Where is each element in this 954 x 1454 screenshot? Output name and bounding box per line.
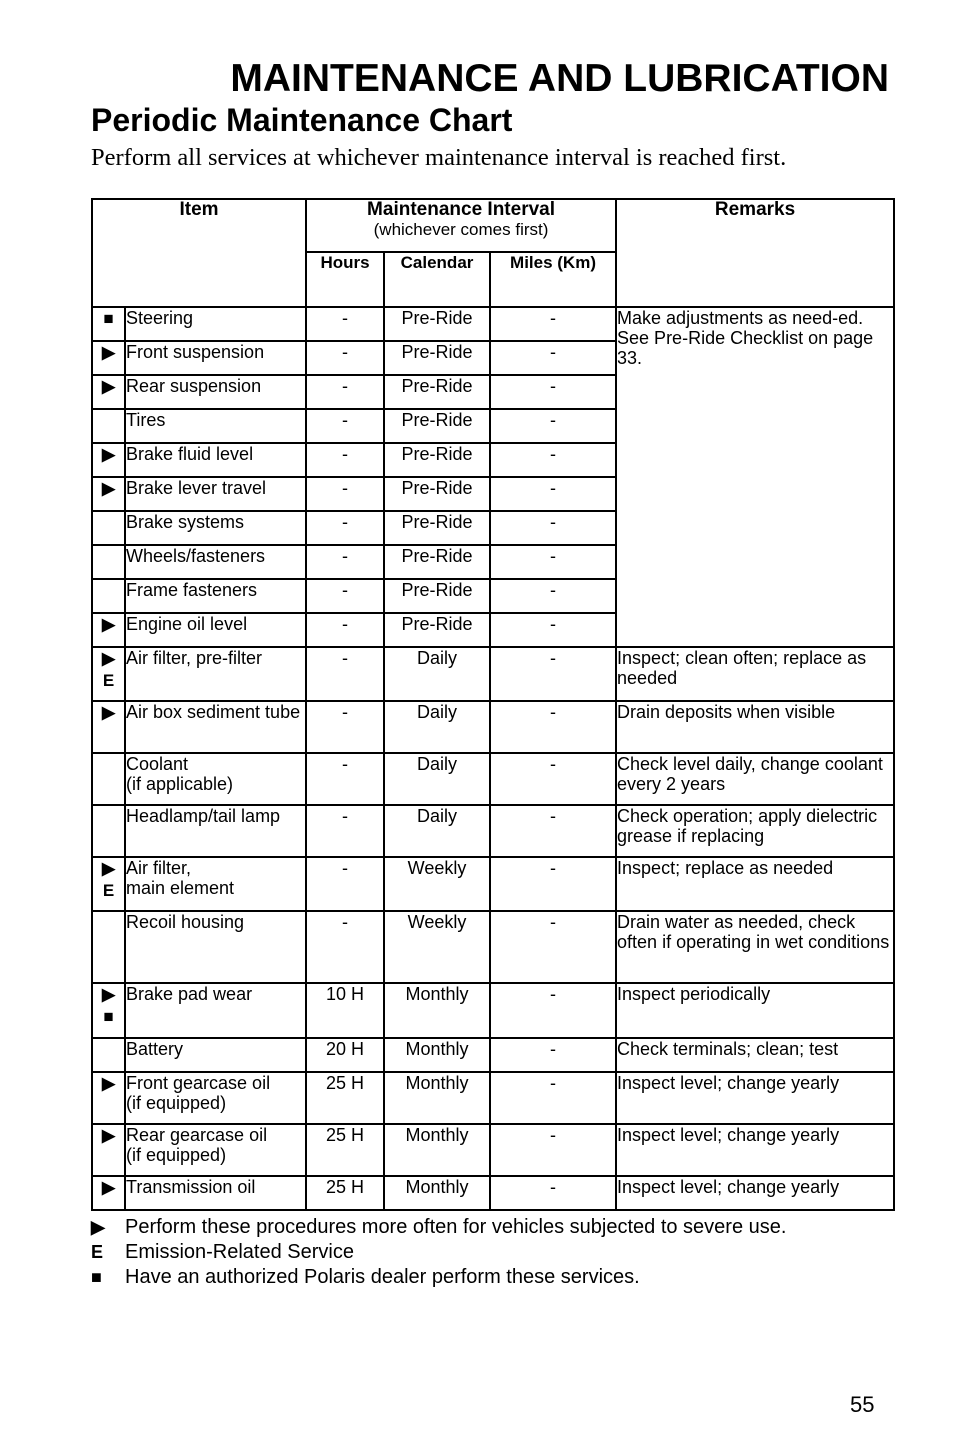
item-cell: Wheels/fasteners [125,545,306,579]
hours-cell: - [306,545,384,579]
remarks-cell-preride: Make adjustments as need-ed. See Pre-Ride Checklist on page 33. [616,307,894,647]
header-item: Item [92,199,306,307]
miles-cell: - [490,1176,616,1210]
item-cell: Frame fasteners [125,579,306,613]
item-cell: Recoil housing [125,911,306,983]
hours-cell: - [306,753,384,805]
severe-use-icon: ▶ [91,1217,105,1237]
symbol-cell [92,805,125,857]
item-cell: Rear gearcase oil (if equipped) [125,1124,306,1176]
severe-use-icon: ▶ [101,445,116,464]
miles-cell: - [490,805,616,857]
item-cell: Front gearcase oil (if equipped) [125,1072,306,1124]
symbol-cell [92,1072,125,1124]
miles-cell: - [490,701,616,753]
emission-marker: E [91,1242,104,1262]
calendar-cell: Monthly [384,1124,490,1176]
remarks-cell: Inspect periodically [616,983,894,1038]
hours-cell: 20 H [306,1038,384,1072]
table-row [92,983,894,1038]
symbol-cell [92,579,125,613]
chart-body [92,307,894,1210]
legend-text: Have an authorized Polaris dealer perform these services. [125,1266,640,1288]
dealer-service-icon: ■ [103,309,114,328]
hours-cell: 25 H [306,1124,384,1176]
table-row [92,1072,894,1124]
hours-cell: - [306,647,384,701]
symbol-cell [92,307,125,341]
miles-cell: - [490,753,616,805]
symbol-cell [92,443,125,477]
remarks-cell: Inspect level; change yearly [616,1176,894,1210]
dealer-service-icon: ■ [91,1267,102,1287]
header-maintenance-interval [306,199,616,252]
item-cell: Brake pad wear [125,983,306,1038]
item-cell: Front suspension [125,341,306,375]
table-row [92,857,894,911]
dealer-service-icon: ■ [103,1007,114,1026]
severe-use-icon: ▶ [101,1178,116,1197]
miles-cell: - [490,1124,616,1176]
severe-use-icon: ▶ [101,343,116,362]
miles-cell: - [490,1038,616,1072]
item-cell: Engine oil level [125,613,306,647]
symbol-cell [92,983,125,1038]
severe-use-icon: ▶ [101,1126,116,1145]
table-row [92,911,894,983]
hours-cell: - [306,805,384,857]
page-heading: Periodic Maintenance Chart [91,102,513,138]
item-cell: Rear suspension [125,375,306,409]
symbol-cell [92,1124,125,1176]
emission-marker: E [102,881,115,900]
severe-use-icon: ▶ [101,649,116,668]
item-cell: Transmission oil [125,1176,306,1210]
maintenance-chart [91,198,895,1211]
symbol-cell [92,477,125,511]
symbol-cell [92,753,125,805]
item-cell: Brake lever travel [125,477,306,511]
symbol-cell [92,341,125,375]
miles-cell: - [490,545,616,579]
miles-cell: - [490,857,616,911]
remarks-cell: Inspect; replace as needed [616,857,894,911]
header-remarks: Remarks [616,199,894,307]
item-cell: Air filter, pre-filter [125,647,306,701]
item-cell: Battery [125,1038,306,1072]
miles-cell: - [490,579,616,613]
page-number: 55 [850,1392,875,1417]
remarks-cell: Drain water as needed, check often if operating in wet conditions [616,911,894,983]
severe-use-icon: ▶ [101,377,116,396]
remarks-cell: Drain deposits when visible [616,701,894,753]
hours-cell: - [306,375,384,409]
severe-use-icon: ▶ [101,615,116,634]
item-cell: Air filter, main element [125,857,306,911]
table-row [92,647,894,701]
symbol-cell [92,409,125,443]
calendar-cell: Pre-Ride [384,613,490,647]
symbol-cell [92,857,125,911]
remarks-cell: Inspect level; change yearly [616,1124,894,1176]
item-cell: Coolant (if applicable) [125,753,306,805]
legend-item [91,1240,786,1265]
symbol-cell [92,1176,125,1210]
legend-text: Emission-Related Service [125,1241,354,1263]
calendar-cell: Monthly [384,1072,490,1124]
remarks-cell: Check level daily, change coolant every 2 years [616,753,894,805]
miles-cell: - [490,1072,616,1124]
remarks-cell: Check terminals; clean; test [616,1038,894,1072]
hours-cell: - [306,701,384,753]
table-row [92,1176,894,1210]
hours-cell: - [306,911,384,983]
calendar-cell: Monthly [384,1038,490,1072]
calendar-cell: Pre-Ride [384,545,490,579]
item-cell: Air box sediment tube [125,701,306,753]
miles-cell: - [490,341,616,375]
severe-use-icon: ▶ [101,703,116,722]
hours-cell: - [306,579,384,613]
calendar-cell: Pre-Ride [384,511,490,545]
remarks-cell: Inspect level; change yearly [616,1072,894,1124]
calendar-cell: Pre-Ride [384,307,490,341]
symbol-cell [92,511,125,545]
hours-cell: - [306,409,384,443]
item-cell: Headlamp/tail lamp [125,805,306,857]
calendar-cell: Pre-Ride [384,375,490,409]
miles-cell: - [490,477,616,511]
hours-cell: - [306,307,384,341]
miles-cell: - [490,613,616,647]
severe-use-icon: ▶ [101,985,116,1004]
legend [91,1215,786,1290]
intro-text: Perform all services at whichever maintenance interval is reached first. [91,144,787,171]
legend-item [91,1215,786,1240]
hours-cell: - [306,443,384,477]
calendar-cell: Monthly [384,983,490,1038]
calendar-cell: Daily [384,805,490,857]
hours-cell: 25 H [306,1176,384,1210]
table-row [92,1124,894,1176]
hours-cell: 10 H [306,983,384,1038]
hours-cell: - [306,857,384,911]
symbol-cell [92,701,125,753]
calendar-cell: Weekly [384,857,490,911]
hours-cell: - [306,613,384,647]
item-cell: Brake systems [125,511,306,545]
item-cell: Brake fluid level [125,443,306,477]
symbol-cell [92,375,125,409]
header-miles: Miles (Km) [490,252,616,307]
miles-cell: - [490,647,616,701]
header-interval-note: (whichever comes first) [373,220,549,239]
calendar-cell: Pre-Ride [384,341,490,375]
miles-cell: - [490,443,616,477]
severe-use-icon: ▶ [101,1074,116,1093]
hours-cell: - [306,477,384,511]
table-row [92,701,894,753]
calendar-cell: Pre-Ride [384,579,490,613]
calendar-cell: Monthly [384,1176,490,1210]
severe-use-icon: ▶ [101,859,116,878]
calendar-cell: Weekly [384,911,490,983]
table-row [92,307,894,341]
remarks-cell: Check operation; apply dielectric grease if replacing [616,805,894,857]
table-row [92,1038,894,1072]
calendar-cell: Daily [384,647,490,701]
symbol-cell [92,911,125,983]
calendar-cell: Pre-Ride [384,443,490,477]
severe-use-icon: ▶ [101,479,116,498]
miles-cell: - [490,409,616,443]
emission-marker: E [102,671,115,690]
miles-cell: - [490,511,616,545]
symbol-cell [92,545,125,579]
table-row [92,753,894,805]
header-calendar: Calendar [384,252,490,307]
hours-cell: - [306,341,384,375]
symbol-cell [92,613,125,647]
hours-cell: 25 H [306,1072,384,1124]
legend-text: Perform these procedures more often for vehicles subjected to severe use. [125,1216,787,1238]
table-row [92,805,894,857]
miles-cell: - [490,983,616,1038]
miles-cell: - [490,911,616,983]
header-hours: Hours [306,252,384,307]
miles-cell: - [490,307,616,341]
symbol-cell [92,647,125,701]
calendar-cell: Daily [384,701,490,753]
symbol-cell [92,1038,125,1072]
item-cell: Steering [125,307,306,341]
section-title: MAINTENANCE AND LUBRICATION [230,57,889,100]
legend-item [91,1265,786,1290]
calendar-cell: Daily [384,753,490,805]
remarks-cell: Inspect; clean often; replace as needed [616,647,894,701]
item-cell: Tires [125,409,306,443]
calendar-cell: Pre-Ride [384,477,490,511]
calendar-cell: Pre-Ride [384,409,490,443]
miles-cell: - [490,375,616,409]
header-interval-label: Maintenance Interval [367,199,555,220]
hours-cell: - [306,511,384,545]
